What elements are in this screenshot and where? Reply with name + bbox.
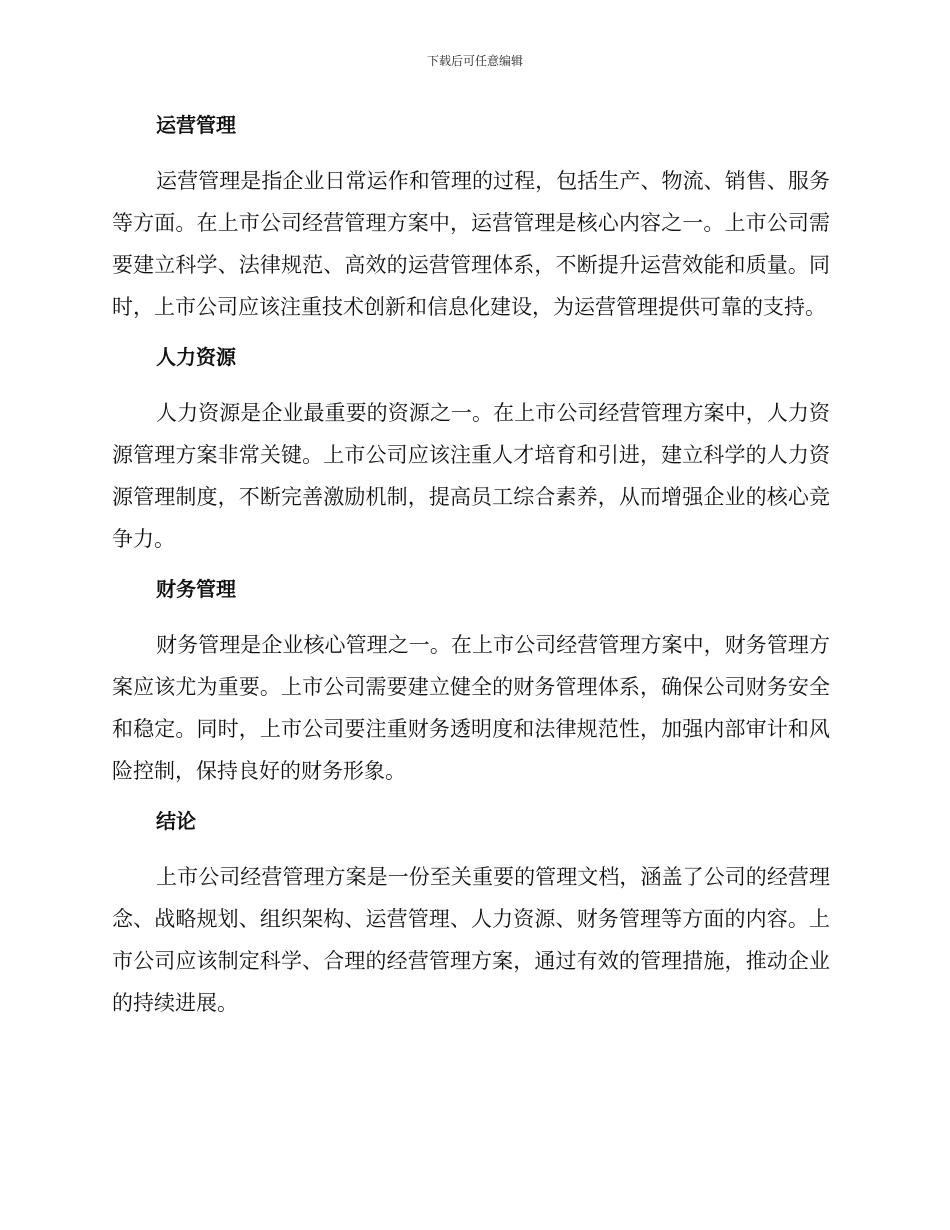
section-heading: 结论 xyxy=(156,809,196,833)
section-human-resources xyxy=(112,342,830,560)
section-finance xyxy=(112,574,830,792)
section-paragraph: 人力资源是企业最重要的资源之一。在上市公司经营管理方案中，人力资源管理方案非常关键。上市公司应该注重人才培育和引进，建立科学的人力资源管理制度，不断完善激励机制，提高员工综合素养，从而增强企业的核心竞争力。 xyxy=(112,401,830,551)
page-header: 下载后可任意编辑 xyxy=(426,54,523,68)
document-body xyxy=(112,110,830,1038)
section-paragraph: 财务管理是企业核心管理之一。在上市公司经营管理方案中，财务管理方案应该尤为重要。上市公司需要建立健全的财务管理体系，确保公司财务安全和稳定。同时，上市公司要注重财务透明度和法律规范性，加强内部审计和风险控制，保持良好的财务形象。 xyxy=(112,633,830,783)
section-operations xyxy=(112,110,830,328)
section-heading: 人力资源 xyxy=(156,345,236,369)
section-paragraph: 运营管理是指企业日常运作和管理的过程，包括生产、物流、销售、服务等方面。在上市公司经营管理方案中，运营管理是核心内容之一。上市公司需要建立科学、法律规范、高效的运营管理体系，不断提升运营效能和质量。同时，上市公司应该注重技术创新和信息化建设，为运营管理提供可靠的支持。 xyxy=(112,169,830,319)
section-paragraph: 上市公司经营管理方案是一份至关重要的管理文档，涵盖了公司的经营理念、战略规划、组织架构、运营管理、人力资源、财务管理等方面的内容。上市公司应该制定科学、合理的经营管理方案，通过有效的管理措施，推动企业的持续进展。 xyxy=(112,865,830,1015)
section-heading: 财务管理 xyxy=(156,577,236,601)
section-conclusion xyxy=(112,806,830,1024)
section-heading: 运营管理 xyxy=(156,113,236,137)
